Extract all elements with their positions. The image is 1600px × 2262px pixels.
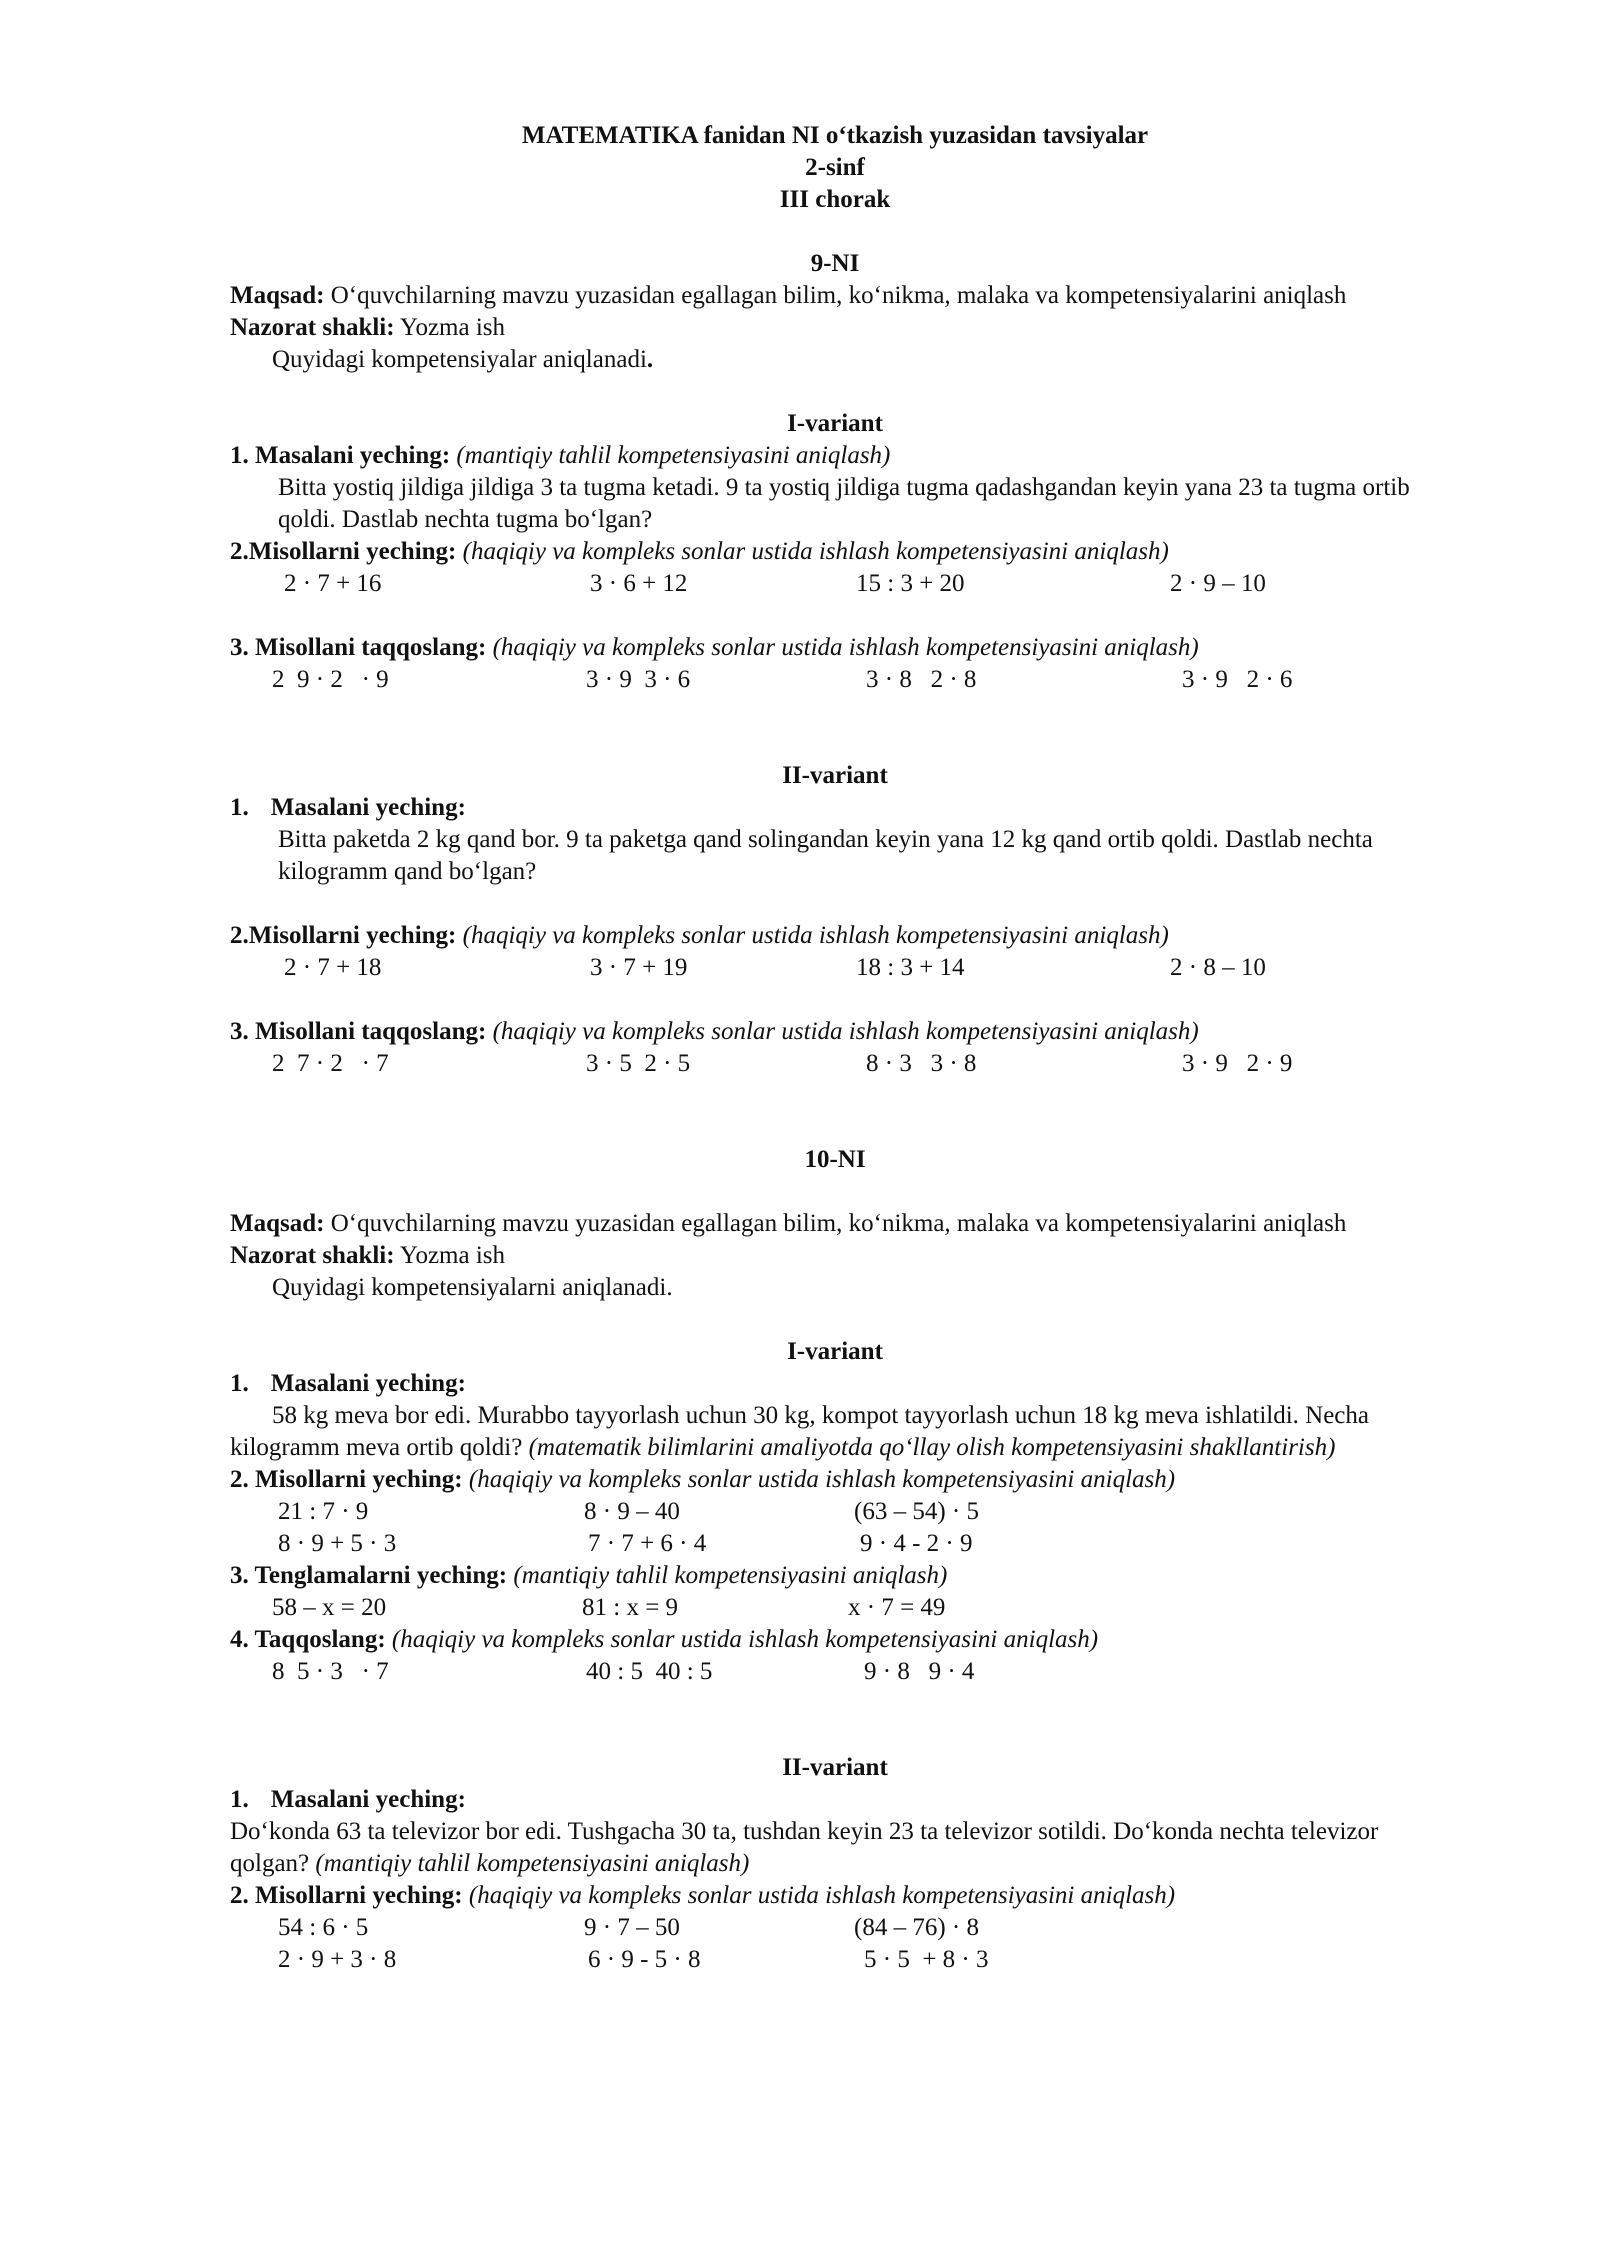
task-text: Bitta yostiq jildiga jildiga 3 ta tugma ketadi. 9 ta yostiq jildiga tugma qadashgandan keyin yana 23 ta tugma ortib qoldi. Dastlab nechta tugma bo‘lgan? (278, 474, 1410, 533)
control-paragraph (230, 1240, 1440, 1272)
task-heading (230, 1784, 1440, 1816)
exercise: 3 · 7 + 19 (590, 954, 688, 981)
task-label: 3. Misollani taqqoslang: (230, 634, 487, 661)
task-heading (230, 792, 1440, 824)
section-title-9ni: 9-NI (810, 250, 860, 277)
exercise: 9 · 7 – 50 (584, 1914, 680, 1941)
task-label: 2.Misollarni yeching: (230, 922, 457, 949)
task-number: 1. (230, 1370, 249, 1397)
document-title: MATEMATIKA fanidan NI o‘tkazish yuzasidan tavsiyalar (521, 122, 1149, 149)
exercise: 2 7 · 2 · 7 (272, 1050, 389, 1077)
exercise-row (230, 1944, 1440, 1976)
task-number: 1. (230, 794, 249, 821)
exercise: 58 – x = 20 (272, 1594, 387, 1621)
exercise-row (230, 664, 1440, 696)
exercise-row (230, 1528, 1440, 1560)
exercise-row (230, 1656, 1440, 1688)
control-label: Nazorat shakli: (230, 1242, 395, 1269)
exercise: 2 · 9 + 3 · 8 (278, 1946, 397, 1973)
task-heading (230, 440, 1440, 472)
task-body: 58 kg meva bor edi. Murabbo tayyorlash uchun 30 kg, kompot tayyorlash uchun 18 kg meva ishlatildi. Necha kilogramm meva ortib qoldi? (230, 1402, 1369, 1461)
task-note: (haqiqiy va kompleks sonlar ustida ishlash kompetensiyasini aniqlash) (385, 1626, 1099, 1653)
task-body: Do‘konda 63 ta televizor bor edi. Tushgacha 30 ta, tushdan keyin 23 ta televizor sotildi. Do‘konda nechta televizor qolgan? (230, 1818, 1379, 1877)
exercise: 2 · 8 – 10 (1170, 954, 1266, 981)
task-note: (haqiqiy va kompleks sonlar ustida ishlash kompetensiyasini aniqlash) (456, 538, 1169, 565)
control-text: Yozma ish (394, 1242, 506, 1269)
task-text (230, 1400, 1440, 1464)
exercise: 8 5 · 3 · 7 (272, 1658, 389, 1685)
exercise: 40 : 5 40 : 5 (586, 1658, 713, 1685)
task-note: (mantiqiy tahlil kompetensiyasini aniqlash) (507, 1562, 948, 1589)
section-title-10ni: 10-NI (804, 1146, 866, 1173)
exercise-row (230, 1048, 1440, 1080)
grade-label: 2-sinf (805, 154, 865, 181)
exercise: 21 : 7 · 9 (278, 1498, 369, 1525)
exercise: 8 · 3 3 · 8 (866, 1050, 977, 1077)
task-heading (230, 1016, 1440, 1048)
exercise: 2 · 7 + 18 (284, 954, 382, 981)
task-label: Masalani yeching: (270, 1370, 466, 1397)
intro-paragraph: Quyidagi kompetensiyalarni aniqlanadi. (272, 1274, 673, 1301)
task-note: (mantiqiy tahlil kompetensiyasini aniqlash) (309, 1850, 750, 1877)
task-label: 2. Misollarni yeching: (230, 1466, 463, 1493)
task-heading (230, 1464, 1440, 1496)
exercise-row (230, 1496, 1440, 1528)
exercise: 3 · 9 3 · 6 (586, 666, 691, 693)
exercise: 3 · 8 2 · 8 (866, 666, 977, 693)
task-note: (mantiqiy tahlil kompetensiyasini aniqlash) (450, 442, 891, 469)
exercise: 15 : 3 + 20 (856, 570, 965, 597)
task-label: Masalani yeching: (270, 794, 466, 821)
exercise: x · 7 = 49 (848, 1594, 946, 1621)
control-label: Nazorat shakli: (230, 314, 395, 341)
intro-text: Quyidagi kompetensiyalar aniqlanadi (272, 346, 647, 373)
exercise: 54 : 6 · 5 (278, 1914, 369, 1941)
exercise: 5 · 5 + 8 · 3 (864, 1946, 989, 1973)
exercise: (63 – 54) · 5 (854, 1498, 979, 1525)
exercise: 2 9 · 2 · 9 (272, 666, 389, 693)
task-heading (230, 536, 1440, 568)
goal-text: O‘quvchilarning mavzu yuzasidan egallagan bilim, ko‘nikma, malaka va kompetensiyalarini aniqlash (324, 1210, 1347, 1237)
exercise: 81 : x = 9 (582, 1594, 679, 1621)
exercise: 3 · 9 2 · 9 (1182, 1050, 1293, 1077)
exercise: (84 – 76) · 8 (854, 1914, 979, 1941)
variant-title: II-variant (782, 1754, 888, 1781)
task-note: (haqiqiy va kompleks sonlar ustida ishlash kompetensiyasini aniqlash) (462, 1882, 1176, 1909)
intro-dot: . (646, 346, 654, 373)
task-label: 3. Misollani taqqoslang: (230, 1018, 487, 1045)
task-heading (230, 920, 1440, 952)
task-text: Bitta paketda 2 kg qand bor. 9 ta paketga qand solingandan keyin yana 12 kg qand ortib qoldi. Dastlab nechta kilogramm qand bo‘lgan? (278, 826, 1373, 885)
task-heading (230, 1624, 1440, 1656)
exercise-row (230, 952, 1440, 984)
goal-label: Maqsad: (230, 1210, 325, 1237)
task-note: (haqiqiy va kompleks sonlar ustida ishlash kompetensiyasini aniqlash) (456, 922, 1169, 949)
task-text (230, 1816, 1440, 1880)
exercise: 6 · 9 - 5 · 8 (588, 1946, 701, 1973)
exercise: 8 · 9 + 5 · 3 (278, 1530, 397, 1557)
task-heading (230, 1880, 1440, 1912)
goal-paragraph (230, 280, 1440, 312)
task-label: Masalani yeching: (270, 1786, 466, 1813)
exercise: 3 · 6 + 12 (590, 570, 688, 597)
task-heading (230, 1560, 1440, 1592)
document-page (230, 120, 1440, 1976)
control-text: Yozma ish (394, 314, 506, 341)
quarter-label: III chorak (779, 186, 891, 213)
goal-paragraph (230, 1208, 1440, 1240)
exercise-row (230, 1912, 1440, 1944)
goal-label: Maqsad: (230, 282, 325, 309)
exercise: 9 · 8 9 · 4 (864, 1658, 975, 1685)
task-note: (haqiqiy va kompleks sonlar ustida ishlash kompetensiyasini aniqlash) (462, 1466, 1176, 1493)
task-label: 1. Masalani yeching: (230, 442, 451, 469)
variant-title: I-variant (787, 1338, 883, 1365)
task-note: (haqiqiy va kompleks sonlar ustida ishlash kompetensiyasini aniqlash) (486, 1018, 1199, 1045)
exercise: 8 · 9 – 40 (584, 1498, 680, 1525)
exercise: 9 · 4 - 2 · 9 (860, 1530, 973, 1557)
exercise: 3 · 5 2 · 5 (586, 1050, 691, 1077)
exercise: 18 : 3 + 14 (856, 954, 965, 981)
task-note: (matematik bilimlarini amaliyotda qo‘llay olish kompetensiyasini shakllantirish) (522, 1434, 1336, 1461)
intro-paragraph (230, 344, 1440, 376)
exercise: 3 · 9 2 · 6 (1182, 666, 1293, 693)
goal-text: O‘quvchilarning mavzu yuzasidan egallagan bilim, ko‘nikma, malaka va kompetensiyalarini aniqlash (324, 282, 1347, 309)
task-label: 2. Misollarni yeching: (230, 1882, 463, 1909)
task-heading (230, 1368, 1440, 1400)
exercise: 2 · 7 + 16 (284, 570, 382, 597)
exercise-row (230, 568, 1440, 600)
task-number: 1. (230, 1786, 249, 1813)
task-label: 4. Taqqoslang: (230, 1626, 386, 1653)
exercise-row (230, 1592, 1440, 1624)
control-paragraph (230, 312, 1440, 344)
variant-title: I-variant (787, 410, 883, 437)
variant-title: II-variant (782, 762, 888, 789)
task-heading (230, 632, 1440, 664)
exercise: 7 · 7 + 6 · 4 (588, 1530, 707, 1557)
task-note: (haqiqiy va kompleks sonlar ustida ishlash kompetensiyasini aniqlash) (486, 634, 1199, 661)
task-label: 2.Misollarni yeching: (230, 538, 457, 565)
task-label: 3. Tenglamalarni yeching: (230, 1562, 508, 1589)
exercise: 2 · 9 – 10 (1170, 570, 1266, 597)
